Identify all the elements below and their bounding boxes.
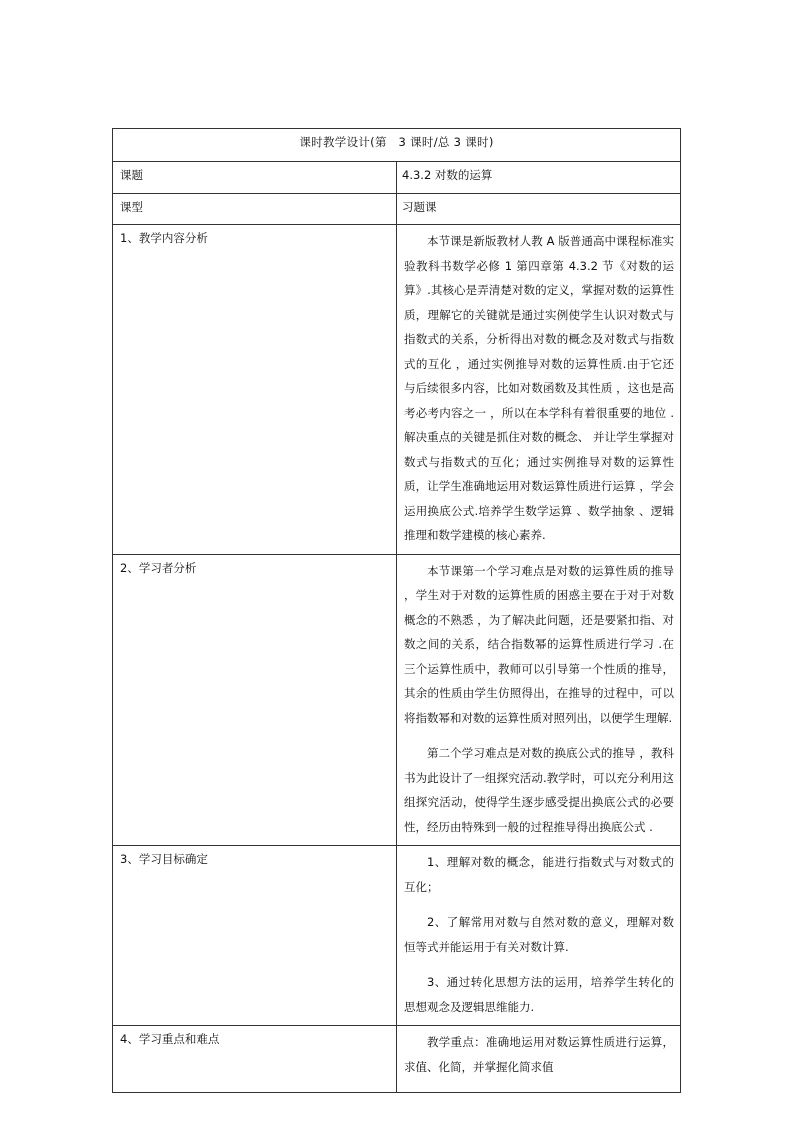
table-row — [113, 194, 681, 225]
table-row — [113, 162, 681, 194]
learning-goals-label-cell — [113, 846, 397, 1026]
topic-label: 课题 — [120, 168, 143, 182]
lesson-type-label: 课型 — [120, 200, 143, 214]
lesson-type-value: 习题课 — [402, 200, 437, 214]
learner-analysis-paragraph: 本节课第一个学习难点是对数的运算性质的推导 ，学生对于对数的运算性质的困惑主要在于对于对数概念的不熟悉 ，为了解决此问题，还是要紧扣指、对数之间的关系，结合指数幂的运算性质进行学习 .在三个运算性质中，教师可以引导第一个性质的推导，其余的性质由学生仿照得出，在推导的过程中，可以将指数幂和对数的运算性质对照列出，以便学生理解. — [404, 563, 674, 725]
key-points-label-cell — [113, 1026, 397, 1093]
learning-goal-item: 2、了解常用对数与自然对数的意义，理解对数恒等式并能运用于有关对数计算. — [404, 915, 674, 954]
table-row — [113, 225, 681, 555]
learning-goals-cell — [397, 846, 681, 1026]
key-points-label: 4、学习重点和难点 — [120, 1032, 220, 1046]
learning-goals-label: 3、学习目标确定 — [120, 852, 208, 866]
topic-label-cell — [113, 162, 397, 194]
key-points-cell — [397, 1026, 681, 1093]
lesson-type-label-cell — [113, 194, 397, 225]
lesson-design-table — [112, 128, 681, 1093]
topic-value: 4.3.2 对数的运算 — [402, 168, 493, 182]
page-title: 课时教学设计(第 3 课时/总 3 课时) — [299, 135, 494, 149]
learner-analysis-label: 2、学习者分析 — [120, 560, 197, 575]
learning-goal-item: 1、理解对数的概念，能进行指数式与对数式的互化； — [404, 855, 674, 894]
table-row — [113, 846, 681, 1026]
content-analysis-label-cell — [113, 225, 397, 555]
content-analysis-cell — [397, 225, 681, 555]
learner-analysis-paragraph: 第二个学习难点是对数的换底公式的推导 ，教科书为此设计了一组探究活动.教学时，可以充分利用这组探究活动，使得学生逐步感受提出换底公式的必要性，经历由特殊到一般的过程推导得出换底公式 . — [404, 746, 674, 834]
learner-analysis-cell — [397, 554, 681, 846]
learner-analysis-label-cell — [113, 554, 397, 846]
content-analysis-paragraph: 本节课是新版教材人教 A 版普通高中课程标准实验教科书数学必修 1 第四章第 4.3.2 节《对数的运算》.其核心是弄清楚对数的定义，掌握对数的运算性质，理解它的关键就是通过实例使学生认识对数式与指数式的关系，分析得出对数的概念及对数式与指数式的互化 ，通过实例推导对数的运算性质.由于它还与后续很多内容，比如对数函数及其性质 ，这也是高考必考内容之一 ，所以在本学科有着很重要的地位 .解决重点的关键是抓住对数的概念、 并让学生掌握对数式与指数式的互化；通过实例推导对数的运算性质，让学生准确地运用对数运算性质进行运算 ，学会运用换底公式.培养学生数学运算 、数学抽象 、逻辑推理和数学建模的核心素养. — [404, 234, 674, 542]
lesson-type-value-cell — [397, 194, 681, 225]
learning-goal-item: 3、通过转化思想方法的运用，培养学生转化的思想观念及逻辑思维能力. — [404, 975, 674, 1014]
key-points-paragraph: 教学重点：准确地运用对数运算性质进行运算，求值、化简，并掌握化简求值 — [404, 1035, 674, 1074]
content-analysis-label: 1、教学内容分析 — [120, 231, 208, 245]
table-row — [113, 554, 681, 846]
table-row — [113, 1026, 681, 1093]
table-header — [113, 129, 681, 162]
topic-value-cell — [397, 162, 681, 194]
